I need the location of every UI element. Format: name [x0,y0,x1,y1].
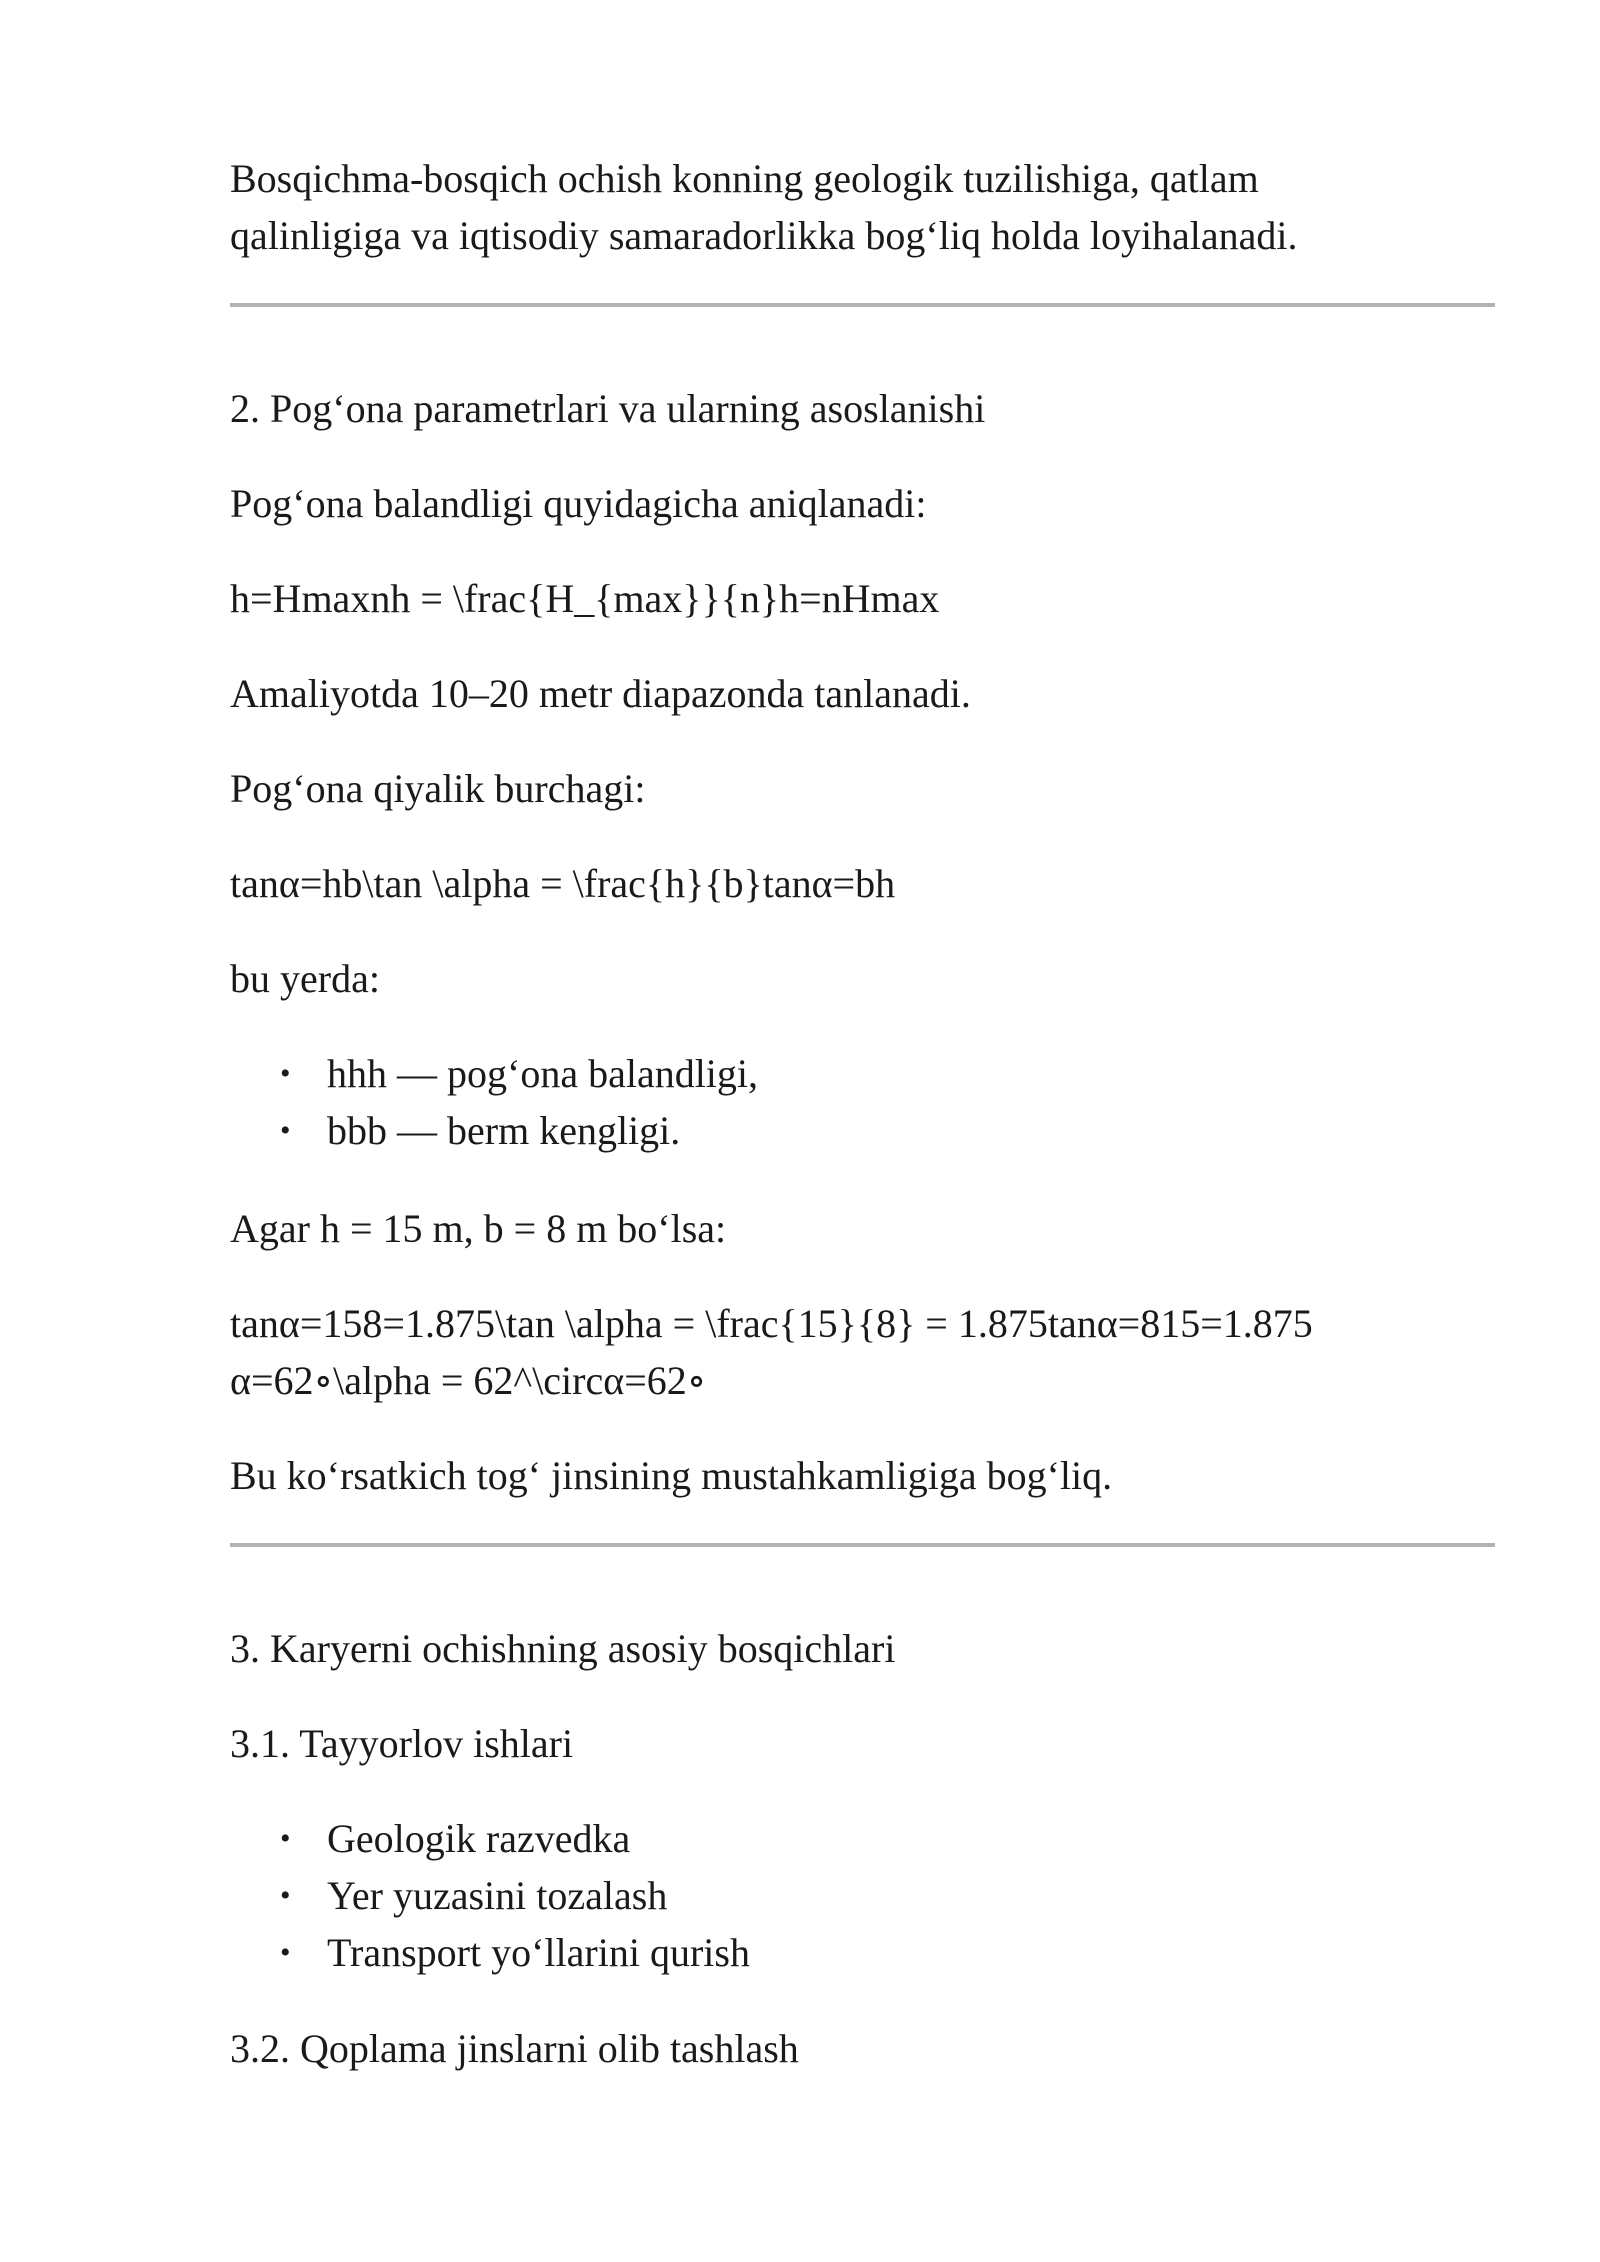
slope-formula: tanα=hb\tan \alpha = \frac{h}{b}tanα=bh [230,861,896,906]
bullet-icon: • [280,1057,291,1090]
section-divider-1 [230,303,1495,307]
example-intro-text: Agar h = 15 m, b = 8 m bo‘lsa: [230,1206,727,1251]
example-formula-line-2: α=62∘\alpha = 62^\circα=62∘ [230,1358,707,1403]
height-range-text: Amaliyotda 10–20 metr diapazonda tanlanadi. [230,671,971,716]
bullet-icon: • [280,1936,291,1969]
list-item-text: Transport yo‘llarini qurish [327,1930,750,1975]
conclusion-text: Bu ko‘rsatkich tog‘ jinsining mustahkamligiga bog‘liq. [230,1453,1113,1498]
list-item-text: Geologik razvedka [327,1816,631,1861]
where-label: bu yerda: [230,956,380,1001]
bullet-icon: • [280,1822,291,1855]
list-item [230,1867,750,1924]
list-item [230,1102,758,1159]
height-intro-text: Pog‘ona balandligi quyidagicha aniqlanadi: [230,481,927,526]
subsection-3-1-heading: 3.1. Tayyorlov ishlari [230,1721,574,1766]
list-item [230,1045,758,1102]
preparation-list [230,1810,750,1981]
section-3-heading: 3. Karyerni ochishning asosiy bosqichlari [230,1626,896,1671]
slope-intro-text: Pog‘ona qiyalik burchagi: [230,766,646,811]
height-formula: h=Hmaxnh = \frac{H_{max}}{n}h=nHmax [230,576,940,621]
intro-line-2: qalinligiga va iqtisodiy samaradorlikka bog‘liq holda loyihalanadi. [230,213,1298,258]
bullet-icon: • [280,1879,291,1912]
bullet-icon: • [280,1114,291,1147]
section-2-heading: 2. Pog‘ona parametrlari va ularning asoslanishi [230,386,986,431]
section-divider-2 [230,1543,1495,1547]
list-item-text: Yer yuzasini tozalash [327,1873,668,1918]
example-formula-line-1: tanα=158=1.875\tan \alpha = \frac{15}{8} = 1.875tanα=815=1.875 [230,1301,1313,1346]
list-item [230,1810,750,1867]
subsection-3-2-heading: 3.2. Qoplama jinslarni olib tashlash [230,2026,799,2071]
definition-height: hhh — pog‘ona balandligi, [327,1051,759,1096]
list-item [230,1924,750,1981]
definitions-list [230,1045,758,1159]
definition-berm: bbb — berm kengligi. [327,1108,681,1153]
intro-line-1: Bosqichma-bosqich ochish konning geologik tuzilishiga, qatlam [230,156,1259,201]
